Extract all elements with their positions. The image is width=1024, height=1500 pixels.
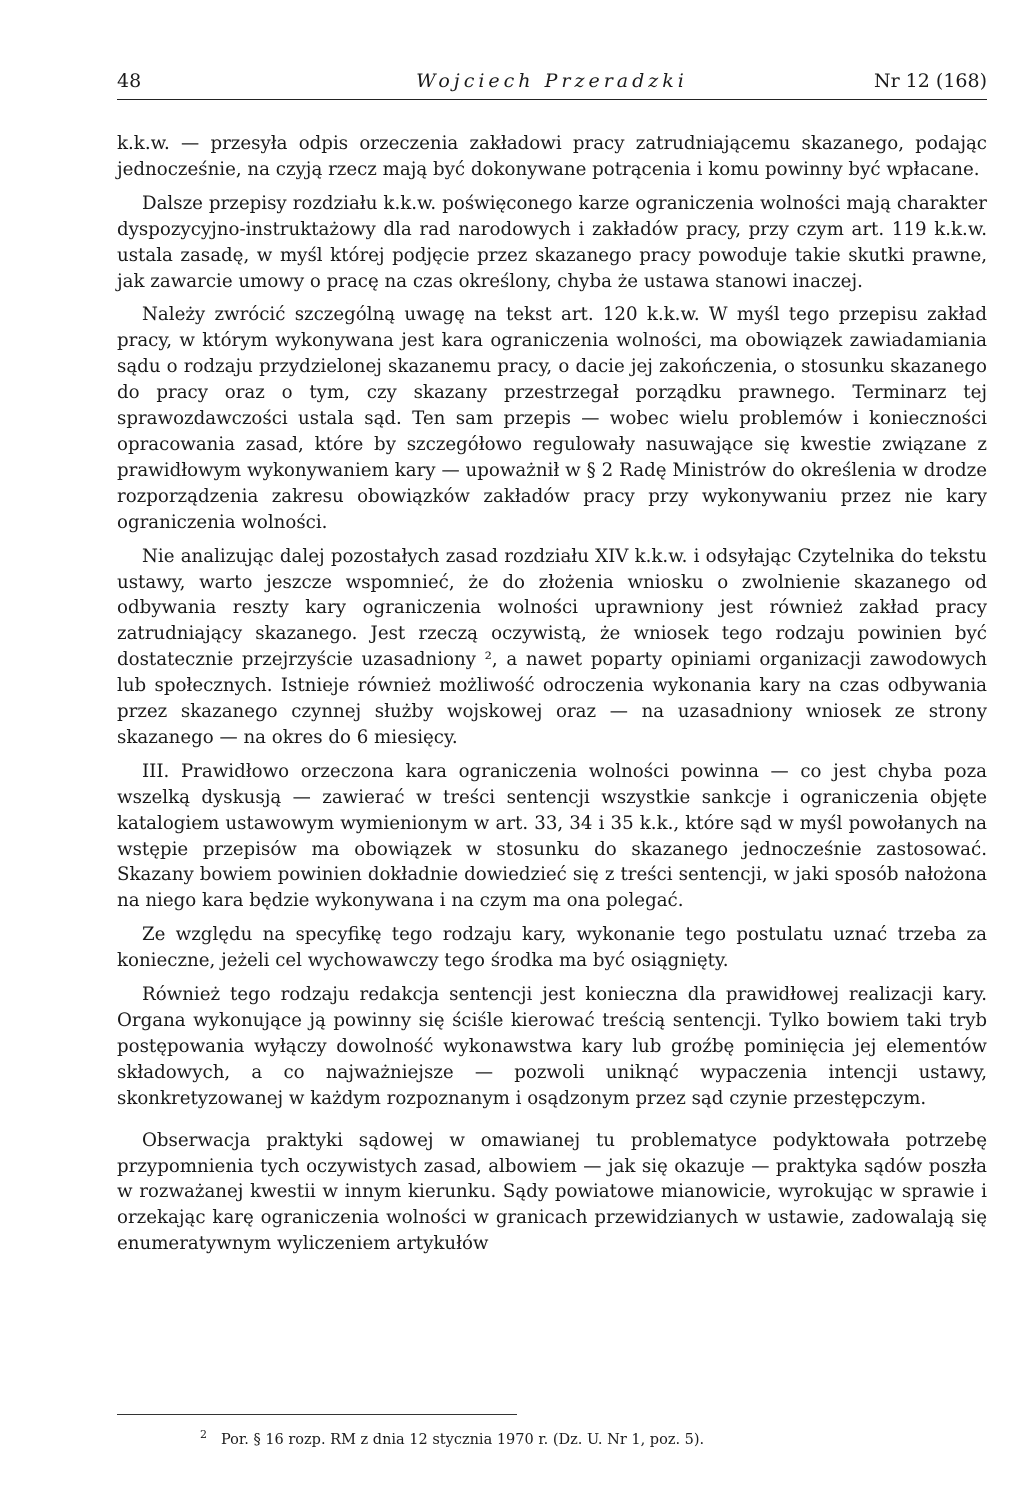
page-number: 48: [117, 70, 142, 92]
header-rule: [117, 99, 987, 100]
footnote-marker: 2: [200, 1428, 207, 1441]
paragraph-3: Należy zwrócić szczególną uwagę na tekst art. 120 k.k.w. W myśl tego przepisu zakład pracy, w którym wykonywana jest kara ograniczenia wolności, ma obowiązek zawiadamiania sądu o rodzaju przydzielonej skazanemu pracy, o dacie jej zakończenia, o stosunku skazanego do pracy oraz o tym, czy skazany przestrzegał porządku prawnego. Terminarz tej sprawozdawczości ustala sąd. Ten sam przepis — wobec wielu problemów i konieczności opracowania zasad, które by szczegółowo regulowały nasuwające się kwestie związane z prawidłowym wykonywaniem kary — upoważnił w § 2 Radę Ministrów do określenia w drodze rozporządzenia zakresu obowiązków zakładów pracy przy wykonywaniu przez nie kary ograniczenia wolności.: [117, 304, 987, 533]
paragraph-4: Nie analizując dalej pozostałych zasad rozdziału XIV k.k.w. i odsyłając Czytelnika do tekstu ustawy, warto jeszcze wspomnieć, że do złożenia wniosku o zwolnienie skazanego od odbywania reszty kary ograniczenia wolności uprawniony jest również zakład pracy zatrudniający skazanego. Jest rzeczą oczywistą, że wniosek tego rodzaju powinien być dostatecznie przejrzyście uzasadniony ², a nawet poparty opiniami organizacji zawodowych lub społecznych. Istnieje również możliwość odroczenia wykonania kary na czas odbywania przez skazanego czynnej służby wojskowej oraz — na uzasadniony wniosek ze strony skazanego — na okres do 6 miesięcy.: [117, 545, 987, 748]
footnote: [200, 1425, 980, 1450]
paragraph-5-section-iii: III. Prawidłowo orzeczona kara ograniczenia wolności powinna — co jest chyba poza wszelką dyskusją — zawierać w treści sentencji wszystkie sankcje i ograniczenia objęte katalogiem ustawowym wymienionym w art. 33, 34 i 35 k.k., które sąd w myśl powołanych na wstępie przepisów ma obowiązek w stosunku do skazanego jednocześnie zastosować. Skazany bowiem powinien dokładnie dowiedzieć się z treści sentencji, w jaki sposób nałożona na niego kara będzie wykonywana i na czym ma ona polegać.: [117, 760, 987, 912]
paragraph-2: Dalsze przepisy rozdziału k.k.w. poświęconego karze ograniczenia wolności mają charakter dyspozycyjno-instruktażowy dla rad narodowych i zakładów pracy, przy czym art. 119 k.k.w. ustala zasadę, w myśl której podjęcie przez skazanego pracy powoduje takie skutki prawne, jak zawarcie umowy o pracę na czas określony, chyba że ustawa stanowi inaczej.: [117, 192, 987, 292]
article-body: [117, 131, 987, 1265]
footnote-text: Por. § 16 rozp. RM z dnia 12 stycznia 1970 r. (Dz. U. Nr 1, poz. 5).: [221, 1431, 705, 1448]
issue-number: Nr 12 (168): [873, 70, 987, 92]
paragraph-1: k.k.w. — przesyła odpis orzeczenia zakładowi pracy zatrudniającemu skazanego, podając jednocześnie, na czyją rzecz mają być dokonywane potrącenia i komu powinny być wpłacane.: [117, 133, 987, 180]
paragraph-6: Ze względu na specyfikę tego rodzaju kary, wykonanie tego postulatu uznać trzeba za konieczne, jeżeli cel wychowawczy tego środka ma być osiągnięty.: [117, 924, 987, 972]
footnote-rule: [117, 1414, 517, 1415]
running-head-author: Wojciech Przeradzki: [416, 70, 688, 92]
paragraph-7: Również tego rodzaju redakcja sentencji jest konieczna dla prawidłowej realizacji kary. Organa wykonujące ją powinny się ściśle kierować treścią sentencji. Tylko bowiem taki tryb postępowania wyłączy dowolność wykonawstwa kary lub groźbę pominięcia jej elementów składowych, a co najważniejsze — pozwoli uniknąć wypaczenia intencji ustawy, skonkretyzowanej w każdym rozpoznanym i osądzonym przez sąd czynie przestępczym.: [117, 984, 987, 1109]
paragraph-8: Obserwacja praktyki sądowej w omawianej tu problematyce podyktowała potrzebę przypomnienia tych oczywistych zasad, albowiem — jak się okazuje — praktyka sądów poszła w rozważanej kwestii w innym kierunku. Sądy powiatowe mianowicie, wyrokując w sprawie i orzekając karę ograniczenia wolności w granicach przewidzianych w ustawie, zadowalają się enumeratywnym wyliczeniem artykułów: [117, 1129, 987, 1255]
running-head: [117, 70, 987, 102]
